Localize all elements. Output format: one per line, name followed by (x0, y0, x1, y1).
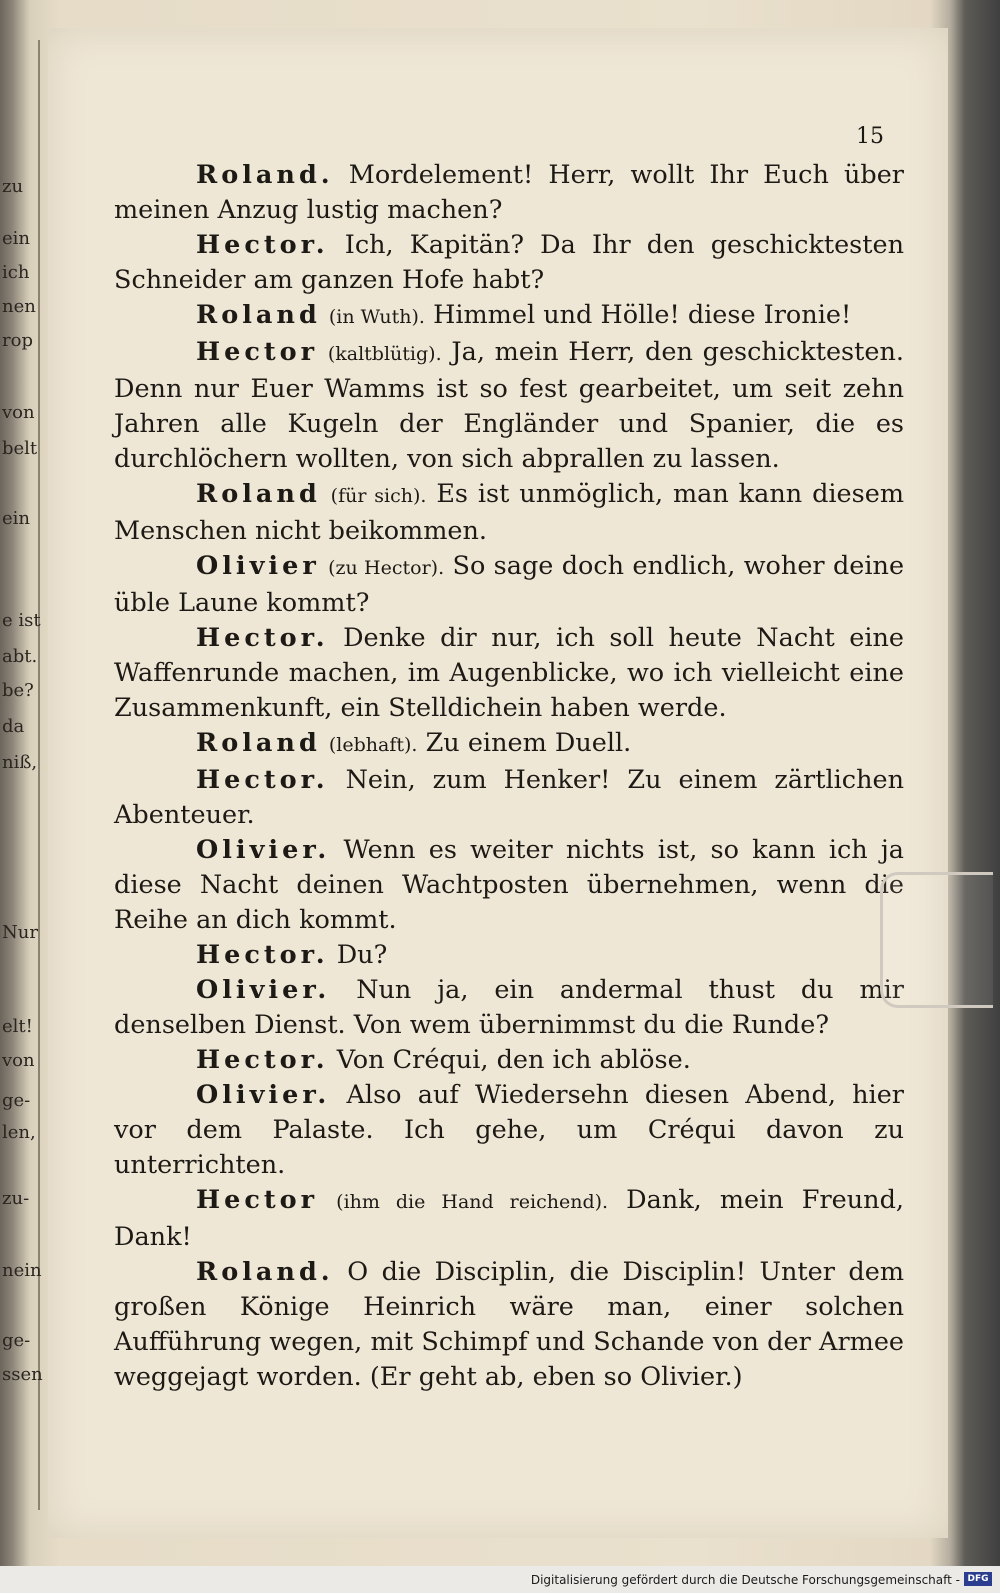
stage-direction: (in Wuth). (328, 306, 425, 328)
dialogue-paragraph (114, 298, 904, 335)
dialogue-text: Ja, mein Herr, den geschicktesten. Denn nur Euer Wamms ist so fest gearbeitet, um seit zehn Jahren alle Kugeln der Engländer und Spanier, die es durchlöchern wollten, von sich abprallen zu lassen. (114, 337, 905, 474)
dialogue-text: Wenn es weiter nichts ist, so kann ich ja diese Nacht deinen Wachtposten übernehmen, wenn die Reihe an dich kommt. (114, 835, 905, 935)
dialogue-text: So sage doch endlich, woher deine üble Laune kommt? (114, 551, 905, 618)
stage-direction: (lebhaft). (328, 734, 418, 756)
dialogue-paragraph (114, 833, 904, 938)
left-page-fragment: ich (2, 262, 30, 283)
dialogue-paragraph (114, 1043, 904, 1078)
dialogue-paragraph (114, 158, 904, 228)
left-page-edge (0, 40, 40, 1510)
dialogue-text: Zu einem Duell. (425, 728, 632, 758)
left-page-fragment: ein (2, 508, 31, 529)
speaker-name: Hector. (196, 765, 329, 795)
speaker-name: Hector (196, 337, 319, 367)
dialogue-paragraph (114, 726, 904, 763)
speaker-name: Olivier (196, 551, 320, 581)
dialogue-text: Nein, zum Henker! Zu einem zärtlichen Abenteuer. (114, 765, 905, 830)
dialogue-text: Denke dir nur, ich soll heute Nacht eine Waffenrunde machen, im Augenblicke, wo ich vielleicht eine Zusammenkunft, ein Stelldichein haben werde. (114, 623, 904, 723)
book-page (48, 28, 948, 1538)
dialogue-paragraph (114, 973, 904, 1043)
speaker-name: Roland (196, 728, 321, 758)
dialogue-text: Du? (336, 940, 388, 970)
page-number: 15 (856, 124, 884, 149)
dialogue-paragraph (114, 938, 904, 973)
page-tab-marker (880, 872, 993, 1008)
dialogue-text: Dank, mein Freund, Dank! (114, 1185, 904, 1252)
footer-text: Digitalisierung gefördert durch die Deutsche Forschungsgemeinschaft - (530, 1573, 960, 1587)
text-block (114, 158, 904, 1395)
dialogue-paragraph (114, 621, 904, 726)
left-page-fragment: elt! (2, 1016, 33, 1037)
left-page-fragment: rop (2, 330, 33, 351)
left-page-fragment: von (2, 1050, 35, 1071)
speaker-name: Olivier. (196, 975, 331, 1005)
speaker-name: Hector. (196, 623, 329, 653)
speaker-name: Roland. (196, 1257, 334, 1287)
dialogue-text: Von Créqui, den ich ablöse. (336, 1045, 691, 1075)
speaker-name: Olivier. (196, 1080, 331, 1110)
speaker-name: Roland (196, 479, 321, 509)
left-page-fragment: nein (2, 1260, 42, 1281)
left-page-fragment: Nur (2, 922, 38, 943)
left-page-fragment: be? (2, 680, 34, 701)
dialogue-text: Himmel und Hölle! diese Ironie! (433, 300, 852, 330)
stage-direction: (ihm die Hand reichend). (336, 1191, 609, 1213)
speaker-name: Hector. (196, 230, 329, 260)
speaker-name: Hector. (196, 1045, 329, 1075)
stage-direction: (kaltblütig). (327, 343, 442, 365)
dialogue-text: O die Disciplin, die Disciplin! Unter dem großen Könige Heinrich wäre man, einer solchen Aufführung wegen, mit Schimpf und Schande von der Armee weggejagt worden. (Er geht ab, eben so Olivier.) (114, 1257, 905, 1392)
stage-direction: (zu Hector). (328, 557, 445, 579)
dialogue-paragraph (114, 549, 904, 621)
left-page-fragment: abt. (2, 646, 38, 667)
left-page-fragment: belt (2, 438, 38, 459)
dialogue-text: Also auf Wiedersehn diesen Abend, hier vor dem Palaste. Ich gehe, um Créqui davon zu unterrichten. (114, 1080, 904, 1180)
dialogue-paragraph (114, 477, 904, 549)
speaker-name: Hector. (196, 940, 329, 970)
left-page-fragment: nen (2, 296, 36, 317)
left-page-fragment: ssen (2, 1364, 43, 1385)
dialogue-paragraph (114, 1183, 904, 1255)
dfg-logo: DFG (964, 1572, 992, 1586)
left-page-fragment: von (2, 402, 35, 423)
dialogue-paragraph (114, 763, 904, 833)
dialogue-paragraph (114, 228, 904, 298)
left-page-fragment: ein (2, 228, 31, 249)
speaker-name: Roland (196, 300, 321, 330)
stage-direction: (für sich). (330, 485, 427, 507)
dialogue-text: Mordelement! Herr, wollt Ihr Euch über meinen Anzug lustig machen? (114, 160, 904, 225)
dialogue-text: Es ist unmöglich, man kann diesem Menschen nicht beikommen. (114, 479, 904, 546)
left-page-fragment: zu (2, 176, 24, 197)
dialogue-paragraph (114, 1078, 904, 1183)
left-page-fragment: len, (2, 1122, 36, 1143)
dialogue-text: Nun ja, ein andermal thust du mir denselben Dienst. Von wem übernimmst du die Runde? (114, 975, 904, 1040)
left-page-fragment: ge- (2, 1090, 31, 1111)
left-page-fragment: da (2, 716, 25, 737)
dialogue-text: Ich, Kapitän? Da Ihr den geschicktesten Schneider am ganzen Hofe habt? (114, 230, 905, 295)
speaker-name: Roland. (196, 160, 334, 190)
left-page-fragment: zu- (2, 1188, 30, 1209)
left-page-fragment: e ist (2, 610, 41, 631)
left-page-fragment: ge- (2, 1330, 31, 1351)
dialogue-paragraph (114, 1255, 904, 1395)
dialogue-paragraph (114, 335, 904, 477)
left-page-fragment: niß, (2, 752, 38, 773)
speaker-name: Hector (196, 1185, 319, 1215)
speaker-name: Olivier. (196, 835, 331, 865)
